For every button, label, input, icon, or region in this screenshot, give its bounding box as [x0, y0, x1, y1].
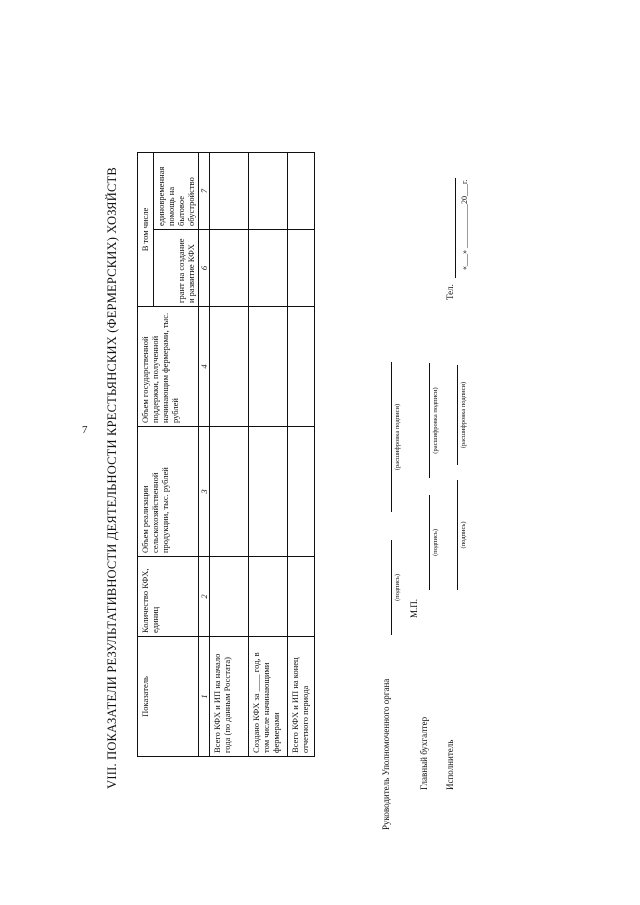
table-cell	[288, 307, 315, 427]
table-cell	[288, 152, 315, 229]
table-cell	[210, 557, 249, 637]
table-cell	[210, 230, 249, 307]
table-cell	[249, 230, 288, 307]
header-indicator: Показатель	[138, 637, 199, 757]
header-onetime: единовременная помощь на бытовое обустройство	[154, 152, 199, 229]
section-title: VIII. ПОКАЗАТЕЛИ РЕЗУЛЬТАТИВНОСТИ ДЕЯТЕЛЬНОСТИ КРЕСТЬЯНСКИХ (ФЕРМЕРСКИХ) ХОЗЯЙСТВ	[105, 167, 119, 789]
table-row	[288, 152, 315, 756]
row-label: Создано КФХ за ____ год, в том числе начинающими фермерами	[249, 637, 288, 757]
rotated-page-content	[105, 100, 495, 830]
table-row	[210, 152, 249, 756]
col-number: 3	[199, 427, 210, 557]
signature-caption: (подпись)	[432, 529, 439, 556]
executor-signature-line	[457, 480, 458, 590]
phone-line	[455, 178, 456, 278]
col-number: 1	[199, 637, 210, 757]
row-label: Всего КФХ и ИП на конец отчетного периода	[288, 637, 315, 757]
table-cell	[288, 427, 315, 557]
page-number: 7	[82, 424, 88, 436]
col-number: 2	[199, 557, 210, 637]
head-label: Руководитель Уполномоченного органа	[381, 678, 391, 830]
table-cell	[210, 152, 249, 229]
col-number: 6	[199, 230, 210, 307]
table-cell	[249, 307, 288, 427]
col-number: 4	[199, 307, 210, 427]
executor-decipher-line	[457, 365, 458, 465]
mp-label: М.П.	[409, 598, 419, 618]
header-grant: грант на создание и развитие КФХ	[154, 230, 199, 307]
table-cell	[249, 427, 288, 557]
executor-label: Исполнитель	[445, 739, 455, 790]
header-count: Количество КФХ, единиц	[138, 557, 199, 637]
table-row	[249, 152, 288, 756]
header-sales: Объем реализации сельскохозяйственной продукции, тыс. рублей	[138, 427, 199, 557]
table-cell	[288, 557, 315, 637]
table-cell	[210, 307, 249, 427]
decipher-caption: (расшифровка подписи)	[432, 387, 439, 454]
accountant-label: Главный бухгалтер	[419, 716, 429, 790]
accountant-decipher-line	[429, 363, 430, 478]
decipher-caption: (расшифровка подписи)	[460, 381, 467, 449]
table-cell	[288, 230, 315, 307]
results-table	[137, 152, 315, 757]
col-number: 7	[199, 152, 210, 229]
head-decipher-line	[391, 362, 392, 512]
header-including: В том числе	[138, 152, 154, 306]
table-cell	[249, 152, 288, 229]
table-cell	[210, 427, 249, 557]
row-label: Всего КФХ и ИП на начало года (по данным Росстата)	[210, 637, 249, 757]
header-support: Объем государственной поддержки, полученной начинающим фермерами, тыс. рублей	[138, 307, 199, 427]
decipher-caption: (расшифровка подписи)	[394, 403, 401, 471]
date-field: «___» ___________20___г.	[460, 179, 469, 270]
head-signature-line	[391, 540, 392, 635]
table-cell	[249, 557, 288, 637]
phone-label: Тел.	[445, 284, 455, 300]
accountant-signature-line	[429, 495, 430, 590]
signature-caption: (подпись)	[460, 521, 467, 549]
signature-caption: (подпись)	[394, 574, 401, 601]
